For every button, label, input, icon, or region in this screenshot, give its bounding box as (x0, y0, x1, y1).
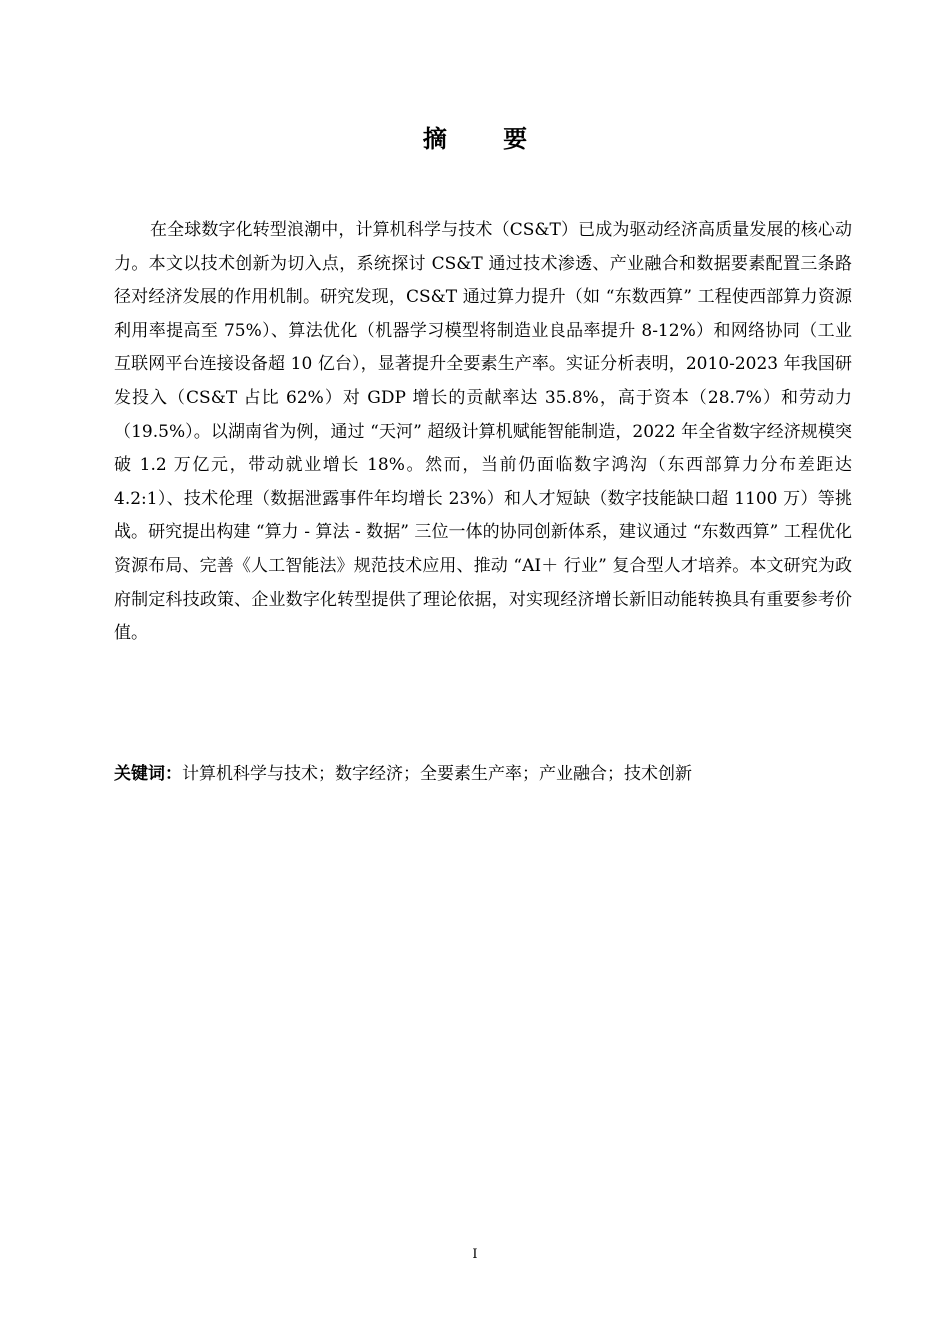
page-number: I (472, 1247, 478, 1262)
abstract-title: 摘 要 (422, 125, 552, 153)
keywords-label: 关键词： (114, 764, 182, 784)
keywords-line (114, 757, 852, 791)
keywords-text: 计算机科学与技术；数字经济；全要素生产率；产业融合；技术创新 (182, 764, 692, 784)
abstract-body: 在全球数字化转型浪潮中，计算机科学与技术（CS&T）已成为驱动经济高质量发展的核心动力。本文以技术创新为切入点，系统探讨 CS&T 通过技术渗透、产业融合和数据要素配置三条路径对经济发展的作用机制。研究发现，CS&T 通过算力提升（如 “东数西算” 工程使西部算力资源利用率提高至 75%）、算法优化（机器学习模型将制造业良品率提升 8-12%）和网络协同（工业互联网平台连接设备超 10 亿台），显著提升全要素生产率。实证分析表明，2010-2023 年我国研发投入（CS&T 占比 62%）对 GDP 增长的贡献率达 35.8%，高于资本（28.7%）和劳动力（19.5%）。以湖南省为例，通过 “天河” 超级计算机赋能智能制造，2022 年全省数字经济规模突破 1.2 万亿元，带动就业增长 18%。然而，当前仍面临数字鸿沟（东西部算力分布差距达 4.2:1）、技术伦理（数据泄露事件年均增长 23%）和人才短缺（数字技能缺口超 1100 万）等挑战。研究提出构建 “算力 - 算法 - 数据” 三位一体的协同创新体系，建议通过 “东数西算” 工程优化资源布局、完善《人工智能法》规范技术应用、推动 “AI＋ 行业” 复合型人才培养。本文研究为政府制定科技政策、企业数字化转型提供了理论依据，对实现经济增长新旧动能转换具有重要参考价值。 (114, 220, 852, 644)
